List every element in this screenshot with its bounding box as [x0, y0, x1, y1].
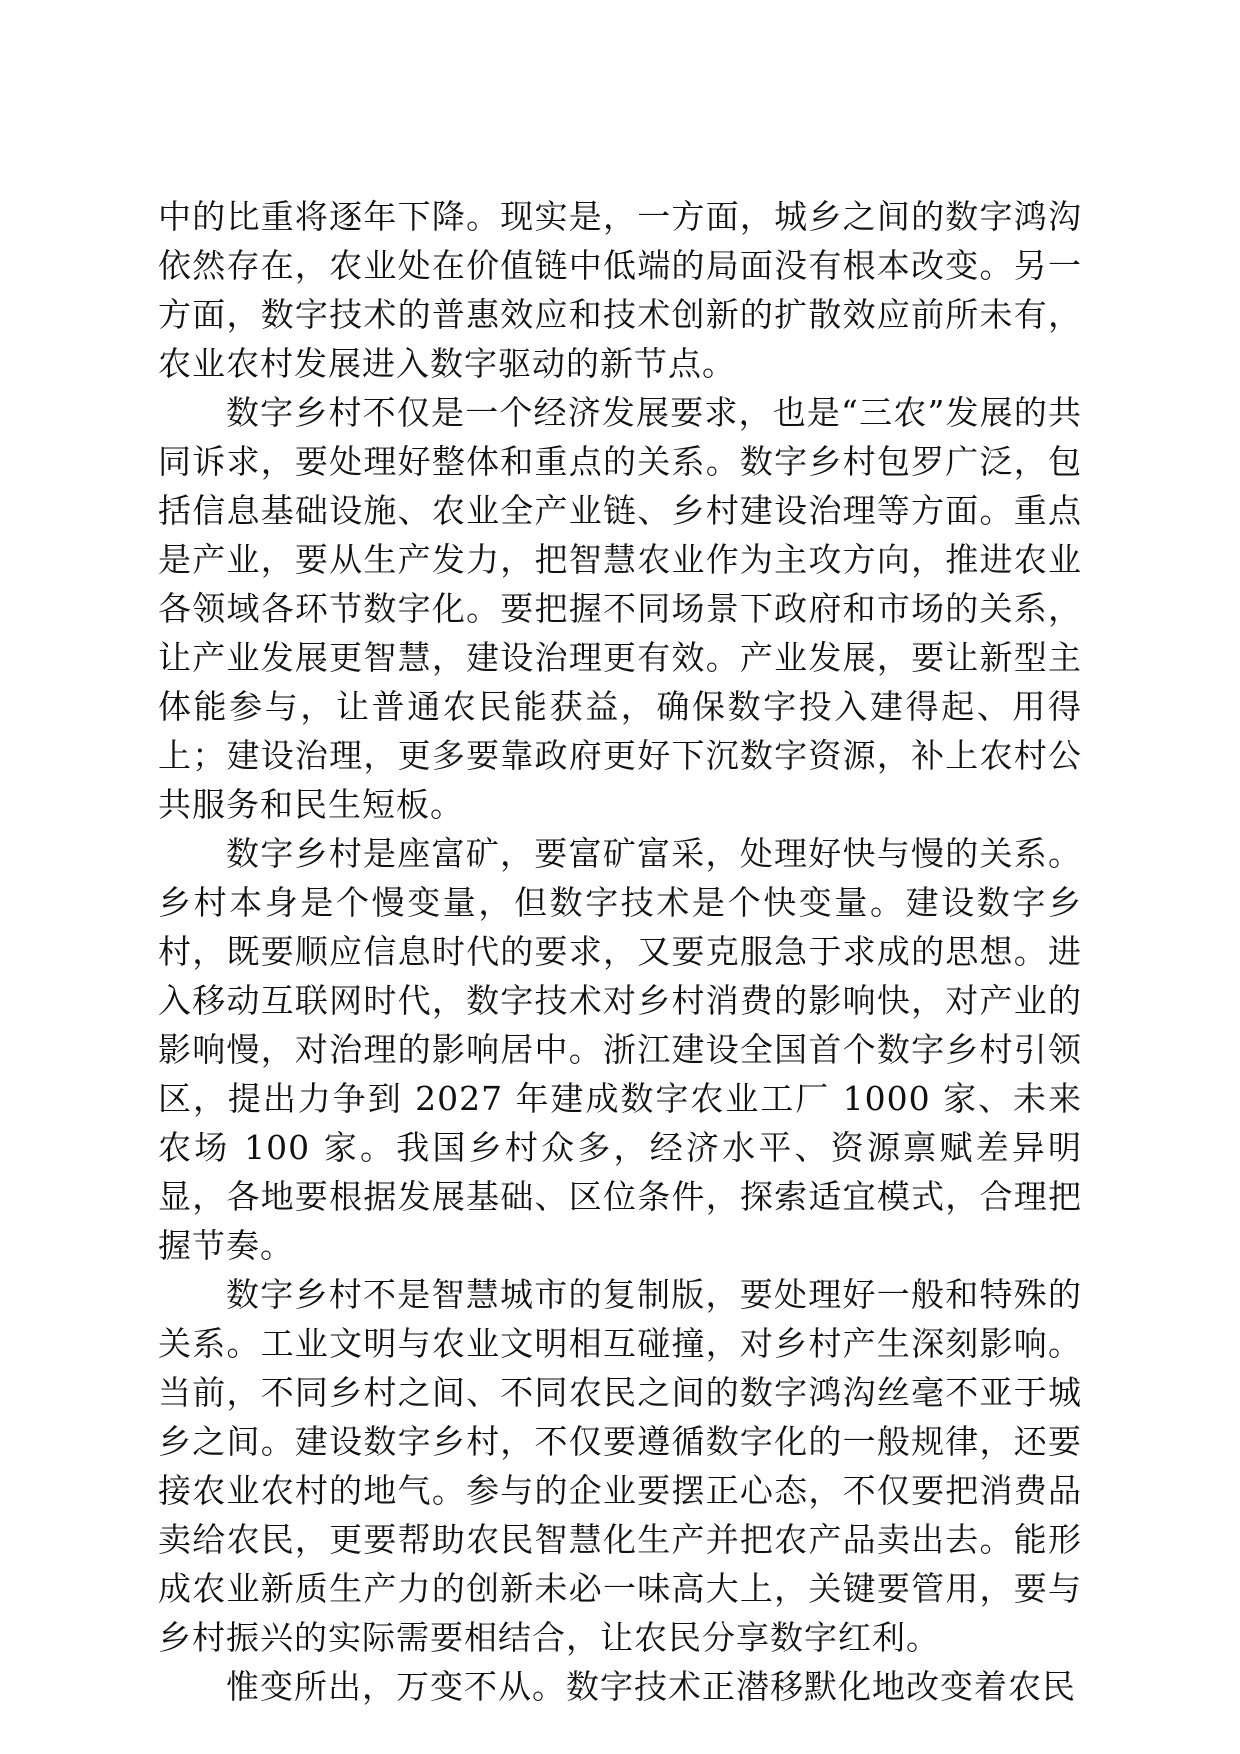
paragraph-overall-and-key: 数字乡村不仅是一个经济发展要求，也是“三农”发展的共同诉求，要处理好整体和重点的关系。数字乡村包罗广泛，包括信息基础设施、农业全产业链、乡村建设治理等方面。重点是产业，要从生产发力，把智慧农业作为主攻方向，推进农业各领域各环节数字化。要把握不同场景下政府和市场的关系，让产业发展更智慧，建设治理更有效。产业发展，要让新型主体能参与，让普通农民能获益，确保数字投入建得起、用得上；建设治理，更多要靠政府更好下沉数字资源，补上农村公共服务和民生短板。: [158, 393, 1082, 824]
article-body: [158, 192, 1082, 1711]
paragraph-closing-start: 惟变所出，万变不从。数字技术正潜移默化地改变着农民: [226, 1667, 1076, 1706]
paragraph-fast-and-slow: 数字乡村是座富矿，要富矿富采，处理好快与慢的关系。乡村本身是个慢变量，但数字技术是个快变量。建设数字乡村，既要顺应信息时代的要求，又要克服急于求成的思想。进入移动互联网时代，数字技术对乡村消费的影响快，对产业的影响慢，对治理的影响居中。浙江建设全国首个数字乡村引领区，提出力争到 2027 年建成数字农业工厂 1000 家、未来农场 100 家。我国乡村众多，经济水平、资源禀赋差异明显，各地要根据发展基础、区位条件，探索适宜模式，合理把握节奏。: [158, 834, 1082, 1265]
paragraph-general-and-special: 数字乡村不是智慧城市的复制版，要处理好一般和特殊的关系。工业文明与农业文明相互碰撞，对乡村产生深刻影响。当前，不同乡村之间、不同农民之间的数字鸿沟丝毫不亚于城乡之间。建设数字乡村，不仅要遵循数字化的一般规律，还要接农业农村的地气。参与的企业要摆正心态，不仅要把消费品卖给农民，更要帮助农民智慧化生产并把农产品卖出去。能形成农业新质生产力的创新未必一味高大上，关键要管用，要与乡村振兴的实际需要相结合，让农民分享数字红利。: [158, 1275, 1082, 1657]
paragraph-continuation: 中的比重将逐年下降。现实是，一方面，城乡之间的数字鸿沟依然存在，农业处在价值链中低端的局面没有根本改变。另一方面，数字技术的普惠效应和技术创新的扩散效应前所未有，农业农村发展进入数字驱动的新节点。: [158, 197, 1082, 383]
